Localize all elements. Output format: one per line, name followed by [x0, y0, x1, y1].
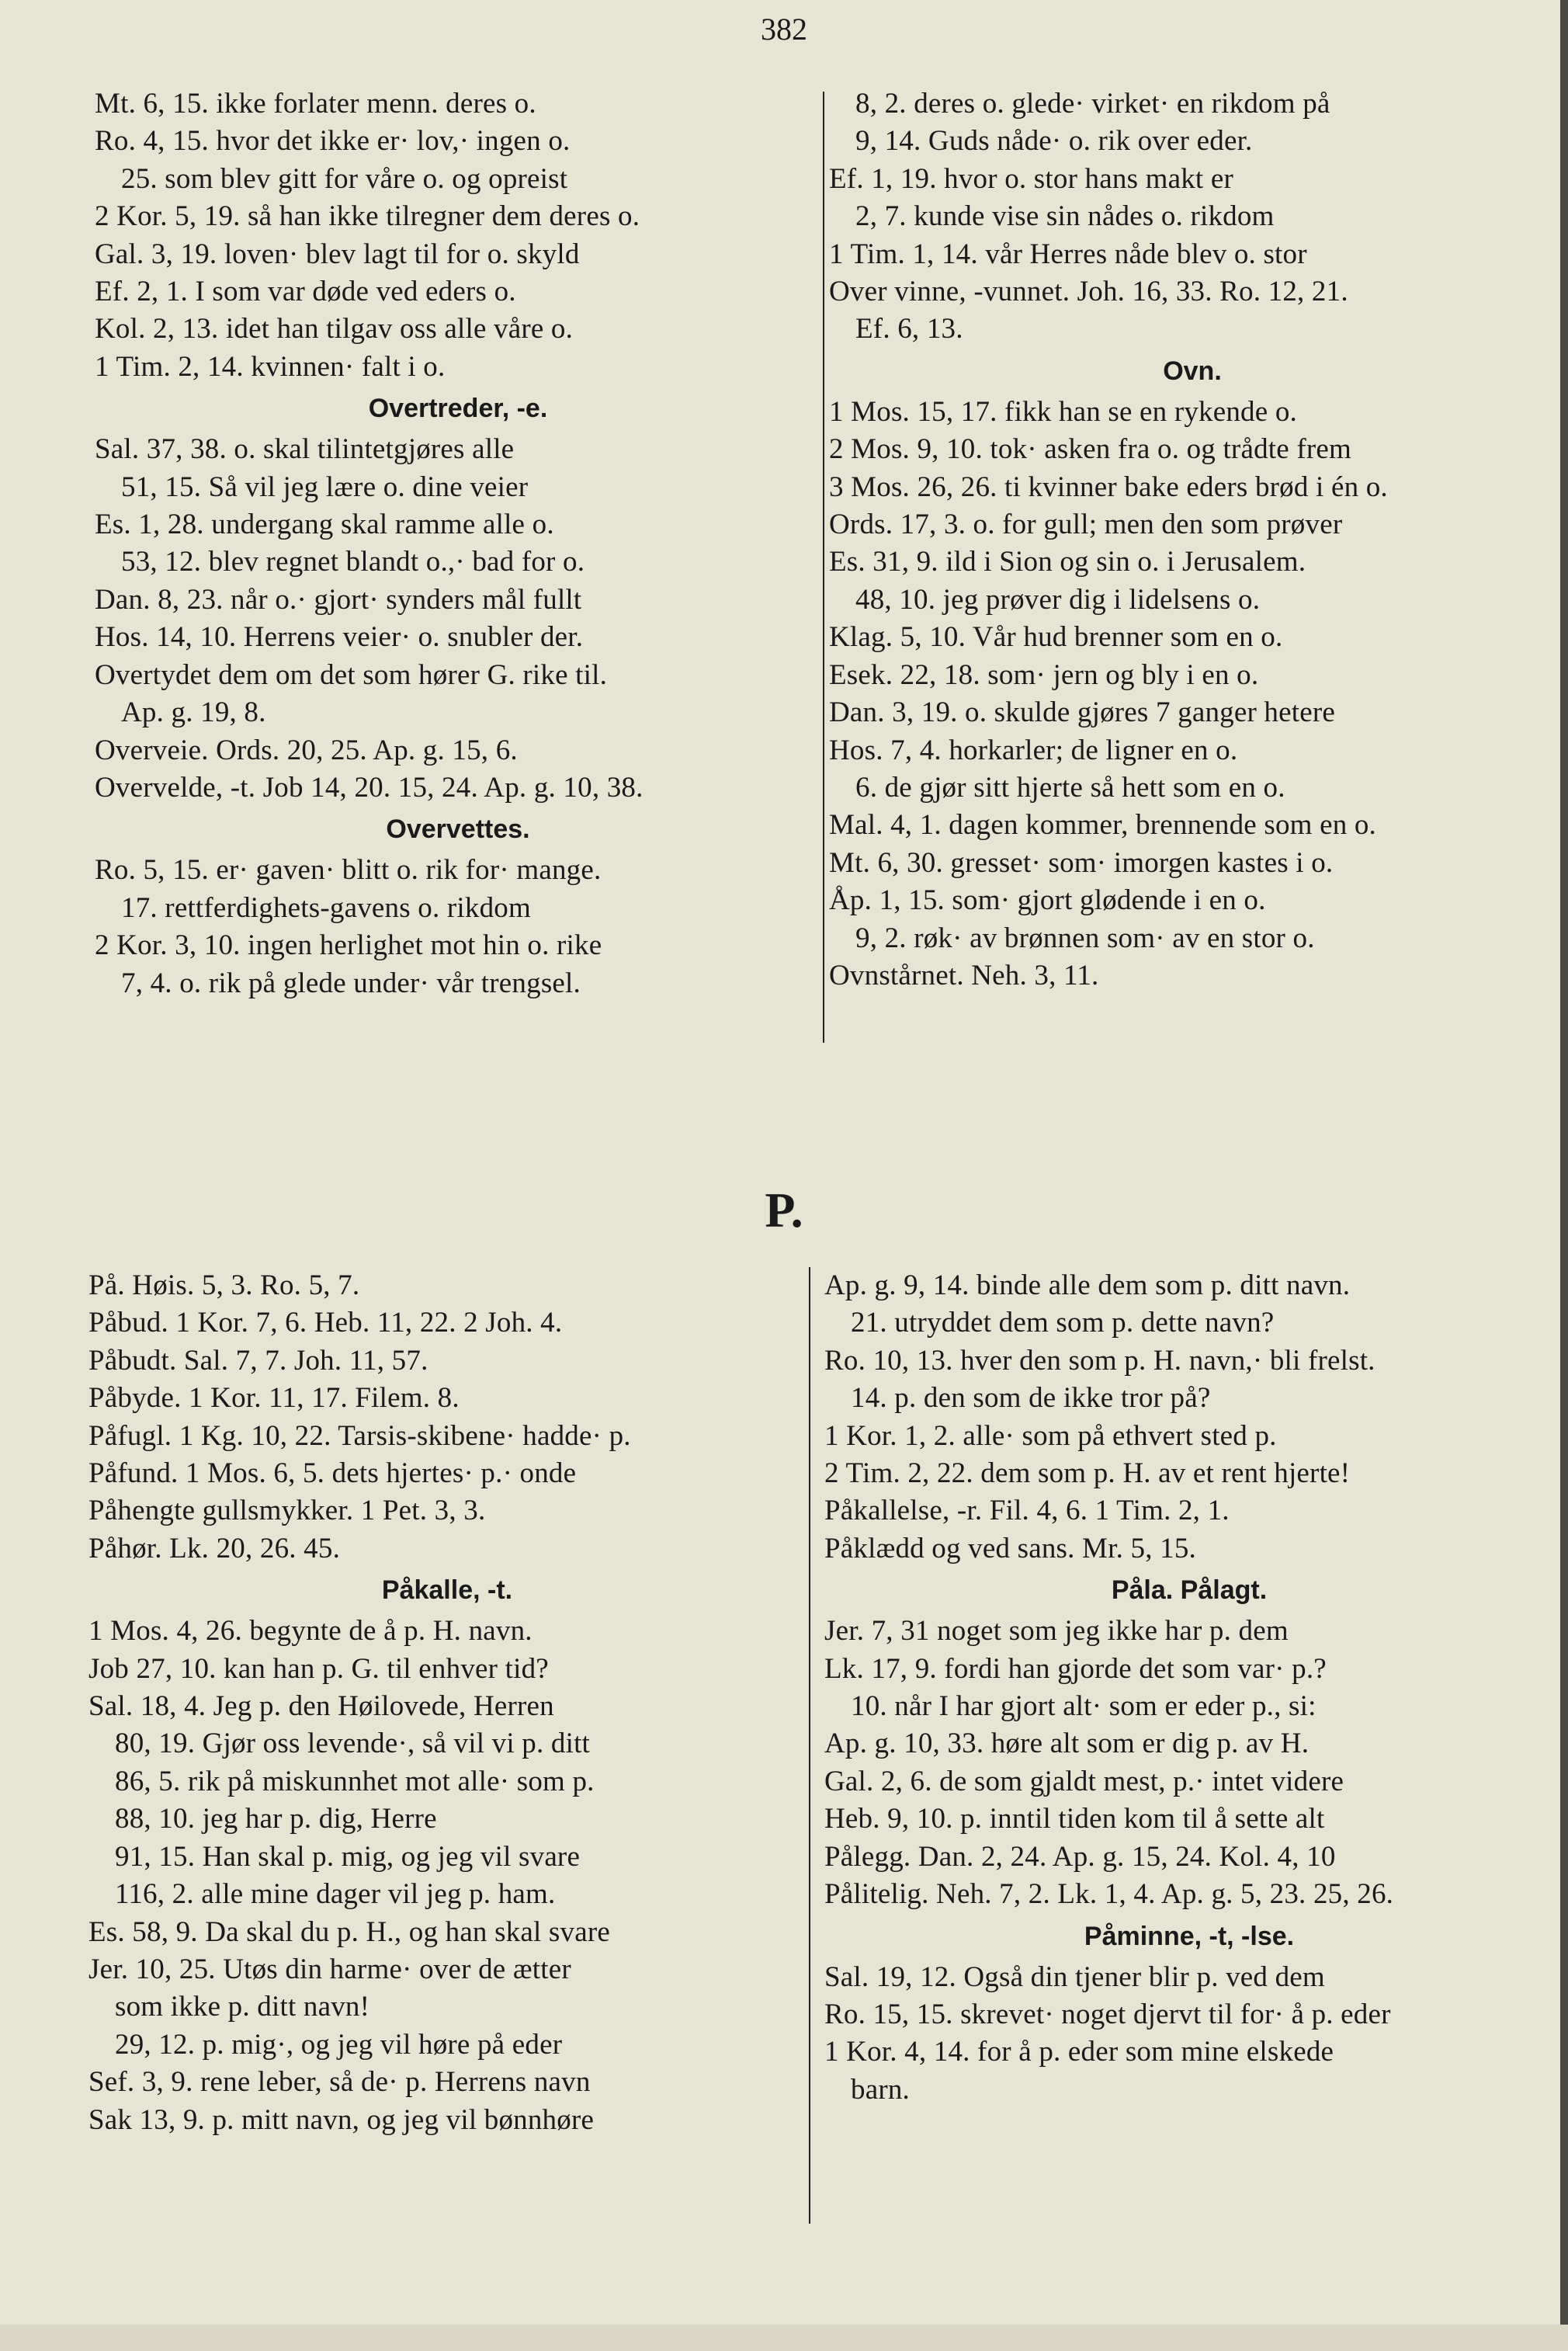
entry-heading: Overtreder, -e. [368, 394, 548, 424]
entry-line: Påfund. 1 Mos. 6, 5. dets hjertes· p.· onde [88, 1457, 577, 1490]
entry-line: Ap. g. 9, 14. binde alle dem som p. ditt navn. [824, 1269, 1351, 1301]
entry-line: Sak 13, 9. p. mitt navn, og jeg vil bønnhøre [88, 2103, 595, 2136]
entry-line: 116, 2. alle mine dager vil jeg p. ham. [115, 1878, 556, 1911]
entry-heading: Overvettes. [386, 814, 530, 845]
entry-line: 1 Mos. 15, 17. fikk han se en rykende o. [829, 395, 1297, 428]
entry-line: Overtydet dem om det som hører G. rike til. [95, 658, 608, 691]
entry-line: Ro. 4, 15. hvor det ikke er· lov,· ingen o. [95, 125, 571, 158]
entry-line: 3 Mos. 26, 26. ti kvinner bake eders brød i én o. [829, 471, 1388, 503]
entry-line: 7, 4. o. rik på glede under· vår trengsel. [121, 967, 581, 999]
entry-line: 8, 2. deres o. glede· virket· en rikdom på [855, 88, 1330, 120]
entry-line: Ef. 1, 19. hvor o. stor hans makt er [829, 162, 1233, 195]
entry-line: Ap. g. 10, 33. høre alt som er dig p. av H. [824, 1728, 1310, 1760]
entry-line: Påfugl. 1 Kg. 10, 22. Tarsis-skibene· hadde· p. [88, 1419, 631, 1452]
entry-line: Mt. 6, 30. gresset· som· imorgen kastes i o. [829, 846, 1334, 879]
entry-line: Ro. 5, 15. er· gaven· blitt o. rik for· mange. [95, 854, 602, 887]
entry-line: 86, 5. rik på miskunnhet mot alle· som p. [115, 1765, 595, 1797]
entry-line: Påbudt. Sal. 7, 7. Joh. 11, 57. [88, 1344, 428, 1377]
entry-line: 10. når I har gjort alt· som er eder p., si: [851, 1690, 1316, 1723]
column-top-left [95, 85, 821, 1002]
entry-line: 9, 2. røk· av brønnen som· av en stor o. [855, 922, 1315, 954]
entry-line: 2 Mos. 9, 10. tok· asken fra o. og trådte frem [829, 433, 1351, 466]
entry-line: Gal. 2, 6. de som gjaldt mest, p.· intet videre [824, 1765, 1344, 1797]
entry-line: 1 Tim. 2, 14. kvinnen· falt i o. [95, 350, 446, 383]
section-letter-heading: P. [765, 1182, 803, 1238]
entry-line: 2 Kor. 5, 19. så han ikke tilregner dem deres o. [95, 200, 640, 233]
entry-line: 2 Tim. 2, 22. dem som p. H. av et rent hjerte! [824, 1457, 1351, 1490]
entry-line: 14. p. den som de ikke tror på? [851, 1382, 1211, 1415]
column-divider-bottom [809, 1267, 810, 2224]
entry-line: 25. som blev gitt for våre o. og opreist [121, 162, 568, 195]
entry-line: 29, 12. p. mig·, og jeg vil høre på eder [115, 2028, 563, 2061]
entry-line: Jer. 10, 25. Utøs din harme· over de ætter [88, 1953, 571, 1985]
entry-line: 80, 19. Gjør oss levende·, så vil vi p. ditt [115, 1728, 591, 1760]
column-bottom-left [88, 1267, 806, 2139]
entry-line: Påklædd og ved sans. Mr. 5, 15. [824, 1532, 1196, 1564]
entry-line: Ords. 17, 3. o. for gull; men den som prøver [829, 509, 1343, 541]
entry-line: Påkallelse, -r. Fil. 4, 6. 1 Tim. 2, 1. [824, 1495, 1230, 1527]
entry-line: 1 Kor. 1, 2. alle· som på ethvert sted p. [824, 1419, 1277, 1452]
entry-line: 88, 10. jeg har p. dig, Herre [115, 1803, 437, 1835]
entry-line: Pålitelig. Neh. 7, 2. Lk. 1, 4. Ap. g. 5, 23. 25, 26. [824, 1878, 1394, 1911]
entry-line: Es. 58, 9. Da skal du p. H., og han skal svare [88, 1915, 611, 1948]
entry-line: Mal. 4, 1. dagen kommer, brennende som en o. [829, 809, 1377, 842]
entry-line: Sal. 19, 12. Også din tjener blir p. ved dem [824, 1960, 1325, 1993]
entry-line: Kol. 2, 13. idet han tilgav oss alle våre o. [95, 313, 574, 346]
entry-line: Sal. 37, 38. o. skal tilintetgjøres alle [95, 433, 515, 466]
entry-line: 1 Kor. 4, 14. for å p. eder som mine elskede [824, 2036, 1334, 2068]
entry-heading: Påla. Pålagt. [1111, 1575, 1268, 1606]
entry-line: Es. 31, 9. ild i Sion og sin o. i Jerusalem. [829, 546, 1306, 578]
entry-line: 48, 10. jeg prøver dig i lidelsens o. [855, 583, 1261, 616]
column-divider-top [823, 92, 824, 1043]
entry-line: Ef. 6, 13. [855, 313, 963, 346]
entry-line: Job 27, 10. kan han p. G. til enhver tid? [88, 1652, 549, 1685]
entry-line: Overveie. Ords. 20, 25. Ap. g. 15, 6. [95, 734, 518, 766]
entry-line: Overvelde, -t. Job 14, 20. 15, 24. Ap. g. 10, 38. [95, 771, 644, 804]
entry-line: Påbyde. 1 Kor. 11, 17. Filem. 8. [88, 1382, 460, 1415]
entry-heading: Ovn. [1163, 356, 1222, 386]
entry-line: Ap. g. 19, 8. [121, 696, 266, 729]
entry-line: 6. de gjør sitt hjerte så hett som en o. [855, 771, 1285, 804]
entry-line: Sal. 18, 4. Jeg p. den Høilovede, Herren [88, 1690, 554, 1723]
entry-line: Esek. 22, 18. som· jern og bly i en o. [829, 658, 1259, 691]
entry-line: Ro. 15, 15. skrevet· noget djervt til for· å p. eder [824, 1998, 1391, 2030]
entry-line: Påhør. Lk. 20, 26. 45. [88, 1532, 341, 1564]
entry-line: Heb. 9, 10. p. inntil tiden kom til å sette alt [824, 1803, 1325, 1835]
entry-line: Dan. 3, 19. o. skulde gjøres 7 ganger hetere [829, 696, 1336, 729]
entry-line: Jer. 7, 31 noget som jeg ikke har p. dem [824, 1615, 1289, 1648]
entry-heading: Påminne, -t, -lse. [1084, 1921, 1295, 1951]
entry-line: Ef. 2, 1. I som var døde ved eders o. [95, 276, 516, 308]
entry-line: Åp. 1, 15. som· gjort glødende i en o. [829, 884, 1266, 917]
page-bottom-band [0, 2325, 1568, 2351]
entry-line: På. Høis. 5, 3. Ro. 5, 7. [88, 1269, 360, 1301]
entry-line: 91, 15. Han skal p. mig, og jeg vil svare [115, 1840, 581, 1873]
entry-line: Mt. 6, 15. ikke forlater menn. deres o. [95, 88, 536, 120]
entry-heading: Påkalle, -t. [381, 1575, 513, 1606]
entry-line: Over vinne, -vunnet. Joh. 16, 33. Ro. 12, 21. [829, 276, 1348, 308]
entry-line: 1 Mos. 4, 26. begynte de å p. H. navn. [88, 1615, 532, 1648]
column-bottom-right [824, 1267, 1554, 2109]
entry-line: som ikke p. ditt navn! [115, 1991, 370, 2023]
entry-line: Sef. 3, 9. rene leber, så de· p. Herrens navn [88, 2066, 591, 2099]
entry-line: barn. [851, 2073, 910, 2106]
entry-line: 51, 15. Så vil jeg lære o. dine veier [121, 471, 529, 503]
entry-line: Lk. 17, 9. fordi han gjorde det som var· p.? [824, 1652, 1327, 1685]
entry-line: 53, 12. blev regnet blandt o.,· bad for o. [121, 546, 585, 578]
entry-line: 21. utryddet dem som p. dette navn? [851, 1307, 1275, 1339]
entry-line: Ovnstårnet. Neh. 3, 11. [829, 959, 1099, 991]
entry-line: Klag. 5, 10. Vår hud brenner som en o. [829, 621, 1283, 654]
entry-line: Ro. 10, 13. hver den som p. H. navn,· bli frelst. [824, 1344, 1375, 1377]
page-edge-shadow [1560, 0, 1568, 2351]
entry-line: 2, 7. kunde vise sin nådes o. rikdom [855, 200, 1275, 233]
entry-line: Påhengte gullsmykker. 1 Pet. 3, 3. [88, 1495, 486, 1527]
entry-line: Gal. 3, 19. loven· blev lagt til for o. skyld [95, 238, 580, 270]
entry-line: 9, 14. Guds nåde· o. rik over eder. [855, 125, 1253, 158]
entry-line: Påbud. 1 Kor. 7, 6. Heb. 11, 22. 2 Joh. 4. [88, 1307, 563, 1339]
entry-line: Hos. 7, 4. horkarler; de ligner en o. [829, 734, 1238, 766]
entry-line: Dan. 8, 23. når o.· gjort· synders mål fullt [95, 583, 582, 616]
entry-line: 1 Tim. 1, 14. vår Herres nåde blev o. stor [829, 238, 1307, 270]
entry-line: Es. 1, 28. undergang skal ramme alle o. [95, 509, 554, 541]
entry-line: Pålegg. Dan. 2, 24. Ap. g. 15, 24. Kol. 4, 10 [824, 1840, 1336, 1873]
page-number: 382 [761, 12, 807, 47]
entry-line: Hos. 14, 10. Herrens veier· o. snubler der. [95, 621, 584, 654]
column-top-right [829, 85, 1556, 995]
entry-line: 17. rettferdighets-gavens o. rikdom [121, 891, 531, 924]
entry-line: 2 Kor. 3, 10. ingen herlighet mot hin o. rike [95, 929, 602, 962]
